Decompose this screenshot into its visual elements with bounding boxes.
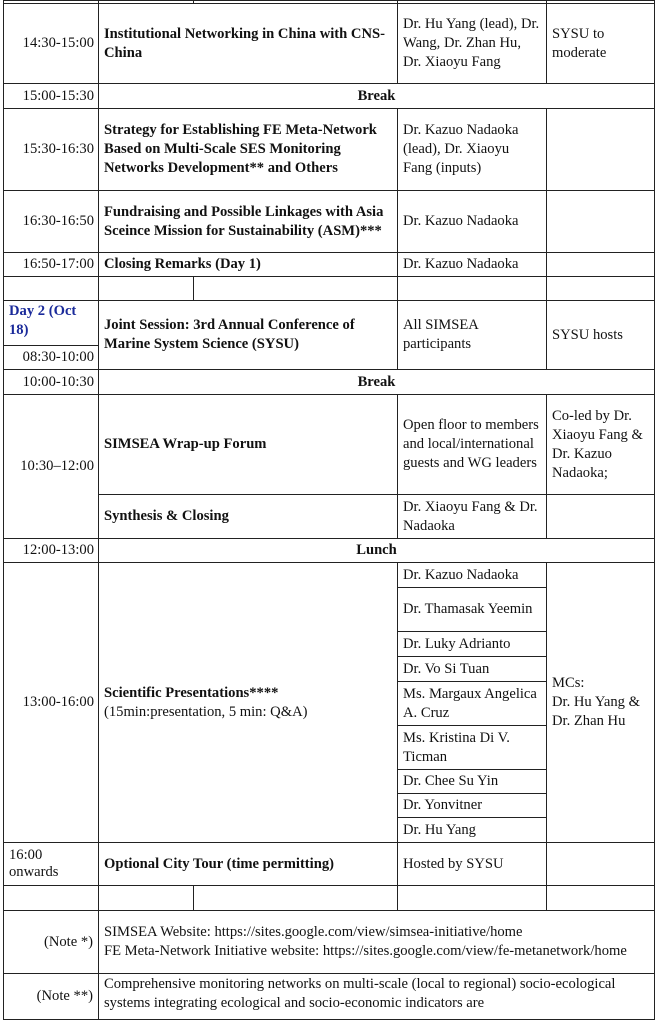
table-row bbox=[4, 495, 655, 539]
agenda-table bbox=[3, 0, 655, 1020]
session-cell: Optional City Tour (time permitting) bbox=[99, 843, 398, 886]
day-label: Day 2 (Oct 18) bbox=[4, 301, 99, 346]
remarks-cell bbox=[547, 495, 655, 539]
session-cell: Strategy for Establishing FE Meta-Network Based on Multi-Scale SES Monitoring Networks Development** and Others bbox=[99, 109, 398, 191]
table-row bbox=[4, 253, 655, 277]
remarks-cell bbox=[547, 109, 655, 191]
table-row bbox=[4, 109, 655, 191]
session-cell: Scientific Presentations**** (15min:presentation, 5 min: Q&A) bbox=[99, 563, 398, 843]
presenter-cell: Dr. Vo Si Tuan bbox=[398, 657, 547, 682]
presenter-cell: Dr. Xiaoyu Fang & Dr. Nadaoka bbox=[398, 495, 547, 539]
remarks-cell: SYSU hosts bbox=[547, 301, 655, 370]
session-cell: Institutional Networking in China with CNS-China bbox=[99, 4, 398, 84]
presenter-cell: Open floor to members and local/international guests and WG leaders bbox=[398, 395, 547, 495]
note-label: (Note **) bbox=[4, 974, 99, 1020]
time-cell: 13:00-16:00 bbox=[4, 563, 99, 843]
presenter-cell: Dr. Chee Su Yin bbox=[398, 770, 547, 794]
presenter-cell: All SIMSEA participants bbox=[398, 301, 547, 370]
table-row bbox=[4, 395, 655, 495]
time-cell: 16:00 onwards bbox=[4, 843, 99, 886]
table-row bbox=[4, 301, 655, 346]
remarks-cell: SYSU to moderate bbox=[547, 4, 655, 84]
remarks-cell: MCs: Dr. Hu Yang & Dr. Zhan Hu bbox=[547, 563, 655, 843]
note-label: (Note *) bbox=[4, 911, 99, 974]
time-cell: 16:30-16:50 bbox=[4, 191, 99, 253]
remarks-cell bbox=[547, 253, 655, 277]
presenter-cell: Dr. Hu Yang bbox=[398, 818, 547, 843]
presenter-cell: Dr. Luky Adrianto bbox=[398, 632, 547, 657]
time-cell: 10:00-10:30 bbox=[4, 370, 99, 395]
time-cell: 15:30-16:30 bbox=[4, 109, 99, 191]
table-row bbox=[4, 191, 655, 253]
presenter-cell: Ms. Kristina Di V. Ticman bbox=[398, 726, 547, 770]
remarks-cell bbox=[547, 843, 655, 886]
note-row bbox=[4, 911, 655, 974]
table-row bbox=[4, 84, 655, 109]
presenter-cell: Dr. Kazuo Nadaoka bbox=[398, 191, 547, 253]
note-text: SIMSEA Website: https://sites.google.com/view/simsea-initiative/home FE Meta-Network Initiative website: https://sites.google.com/view/fe-metanetwork/home bbox=[99, 911, 655, 974]
table-row bbox=[4, 370, 655, 395]
session-cell: Synthesis & Closing bbox=[99, 495, 398, 539]
presenter-cell: Dr. Hu Yang (lead), Dr. Wang, Dr. Zhan Hu, Dr. Xiaoyu Fang bbox=[398, 4, 547, 84]
time-cell: 16:50-17:00 bbox=[4, 253, 99, 277]
note-text: Comprehensive monitoring networks on multi-scale (local to regional) socio-ecological systems integrating ecological and socio-economic indicators are bbox=[99, 974, 655, 1020]
table-row bbox=[4, 539, 655, 563]
time-cell: 14:30-15:00 bbox=[4, 4, 99, 84]
presenter-cell: Dr. Yonvitner bbox=[398, 794, 547, 818]
session-cell: Joint Session: 3rd Annual Conference of Marine System Science (SYSU) bbox=[99, 301, 398, 370]
time-cell: 10:30–12:00 bbox=[4, 395, 99, 539]
presenter-cell: Dr. Thamasak Yeemin bbox=[398, 588, 547, 632]
empty-row bbox=[4, 886, 655, 911]
presenter-cell: Dr. Kazuo Nadaoka bbox=[398, 563, 547, 588]
table-row bbox=[4, 843, 655, 886]
session-cell: SIMSEA Wrap-up Forum bbox=[99, 395, 398, 495]
presenter-cell: Hosted by SYSU bbox=[398, 843, 547, 886]
remarks-cell bbox=[547, 191, 655, 253]
break-cell: Break bbox=[99, 84, 655, 109]
presenter-cell: Ms. Margaux Angelica A. Cruz bbox=[398, 682, 547, 726]
break-cell: Break bbox=[99, 370, 655, 395]
time-cell: 15:00-15:30 bbox=[4, 84, 99, 109]
empty-row bbox=[4, 277, 655, 301]
note-row bbox=[4, 974, 655, 1020]
table-row bbox=[4, 4, 655, 84]
time-cell: 12:00-13:00 bbox=[4, 539, 99, 563]
presenter-cell: Dr. Kazuo Nadaoka bbox=[398, 253, 547, 277]
session-cell: Fundraising and Possible Linkages with Asia Sceince Mission for Sustainability (ASM)*** bbox=[99, 191, 398, 253]
table-row bbox=[4, 563, 655, 588]
lunch-cell: Lunch bbox=[99, 539, 655, 563]
session-cell: Closing Remarks (Day 1) bbox=[99, 253, 398, 277]
remarks-cell: Co-led by Dr. Xiaoyu Fang & Dr. Kazuo Nadaoka; bbox=[547, 395, 655, 495]
time-cell: 08:30-10:00 bbox=[4, 346, 99, 370]
presenter-cell: Dr. Kazuo Nadaoka (lead), Dr. Xiaoyu Fang (inputs) bbox=[398, 109, 547, 191]
